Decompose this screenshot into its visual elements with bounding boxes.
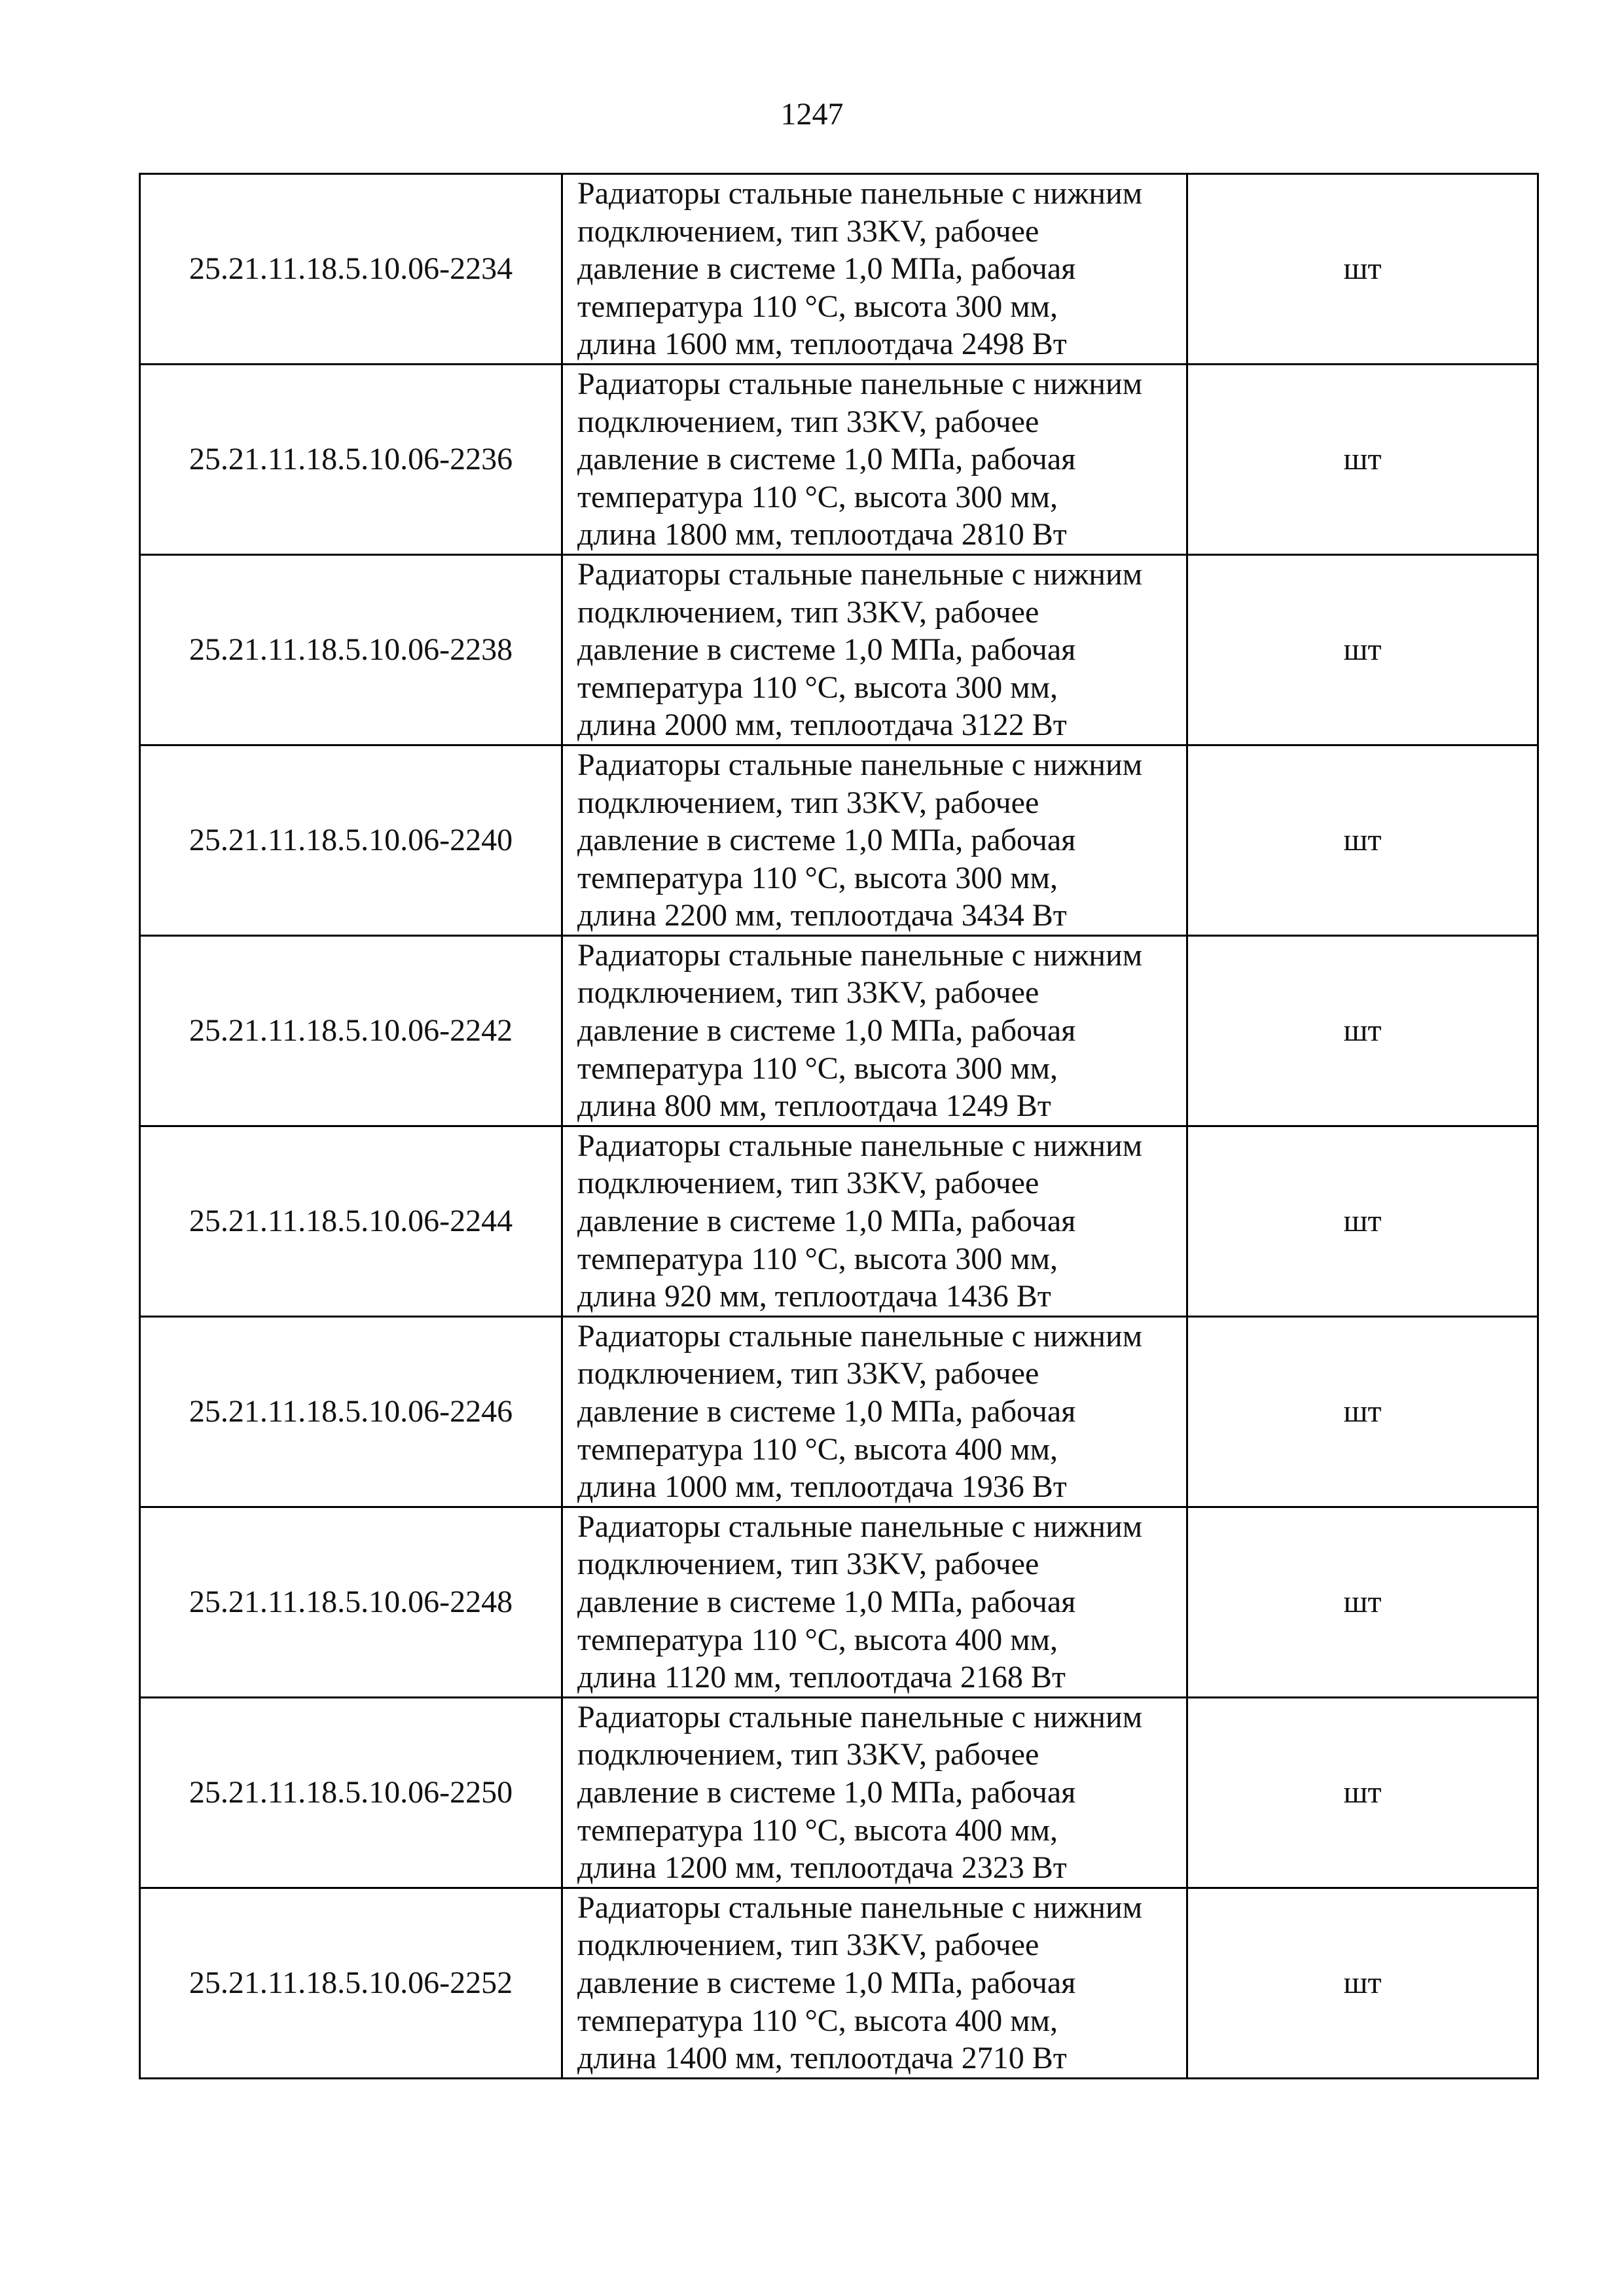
table-row [140,174,1538,365]
item-code: 25.21.11.18.5.10.06-2242 [140,935,562,1126]
table-row [140,935,1538,1126]
item-description: Радиаторы стальные панельные с нижним подключением, тип 33KV, рабочее давление в системе 1,0 МПа, рабочая температура 110 °С, высота 300 мм, длина 1600 мм, теплоотдача 2498 Вт [562,174,1187,365]
item-unit: шт [1187,1126,1538,1316]
item-unit: шт [1187,1507,1538,1697]
table-row [140,1126,1538,1316]
item-code: 25.21.11.18.5.10.06-2236 [140,364,562,554]
item-unit: шт [1187,1697,1538,1888]
item-code: 25.21.11.18.5.10.06-2240 [140,745,562,935]
item-unit: шт [1187,1316,1538,1507]
table-row [140,745,1538,935]
item-description: Радиаторы стальные панельные с нижним подключением, тип 33KV, рабочее давление в системе 1,0 МПа, рабочая температура 110 °С, высота 300 мм, длина 800 мм, теплоотдача 1249 Вт [562,935,1187,1126]
item-code: 25.21.11.18.5.10.06-2244 [140,1126,562,1316]
item-description: Радиаторы стальные панельные с нижним подключением, тип 33KV, рабочее давление в системе 1,0 МПа, рабочая температура 110 °С, высота 400 мм, длина 1000 мм, теплоотдача 1936 Вт [562,1316,1187,1507]
table-row [140,1507,1538,1697]
page-number: 1247 [780,97,844,132]
item-unit: шт [1187,364,1538,554]
item-description: Радиаторы стальные панельные с нижним подключением, тип 33KV, рабочее давление в системе 1,0 МПа, рабочая температура 110 °С, высота 400 мм, длина 1120 мм, теплоотдача 2168 Вт [562,1507,1187,1697]
item-unit: шт [1187,174,1538,365]
item-unit: шт [1187,554,1538,745]
table-row [140,554,1538,745]
item-description: Радиаторы стальные панельные с нижним подключением, тип 33KV, рабочее давление в системе 1,0 МПа, рабочая температура 110 °С, высота 300 мм, длина 1800 мм, теплоотдача 2810 Вт [562,364,1187,554]
item-code: 25.21.11.18.5.10.06-2246 [140,1316,562,1507]
item-unit: шт [1187,935,1538,1126]
item-description: Радиаторы стальные панельные с нижним подключением, тип 33KV, рабочее давление в системе 1,0 МПа, рабочая температура 110 °С, высота 300 мм, длина 920 мм, теплоотдача 1436 Вт [562,1126,1187,1316]
table-row [140,1888,1538,2078]
item-code: 25.21.11.18.5.10.06-2234 [140,174,562,365]
item-unit: шт [1187,745,1538,935]
item-description: Радиаторы стальные панельные с нижним подключением, тип 33KV, рабочее давление в системе 1,0 МПа, рабочая температура 110 °С, высота 300 мм, длина 2200 мм, теплоотдача 3434 Вт [562,745,1187,935]
item-description: Радиаторы стальные панельные с нижним подключением, тип 33KV, рабочее давление в системе 1,0 МПа, рабочая температура 110 °С, высота 400 мм, длина 1400 мм, теплоотдача 2710 Вт [562,1888,1187,2078]
table-row [140,364,1538,554]
item-code: 25.21.11.18.5.10.06-2252 [140,1888,562,2078]
item-code: 25.21.11.18.5.10.06-2250 [140,1697,562,1888]
table-row [140,1316,1538,1507]
item-unit: шт [1187,1888,1538,2078]
item-code: 25.21.11.18.5.10.06-2248 [140,1507,562,1697]
table-row [140,1697,1538,1888]
item-description: Радиаторы стальные панельные с нижним подключением, тип 33KV, рабочее давление в системе 1,0 МПа, рабочая температура 110 °С, высота 400 мм, длина 1200 мм, теплоотдача 2323 Вт [562,1697,1187,1888]
item-description: Радиаторы стальные панельные с нижним подключением, тип 33KV, рабочее давление в системе 1,0 МПа, рабочая температура 110 °С, высота 300 мм, длина 2000 мм, теплоотдача 3122 Вт [562,554,1187,745]
items-table [139,173,1539,2079]
item-code: 25.21.11.18.5.10.06-2238 [140,554,562,745]
